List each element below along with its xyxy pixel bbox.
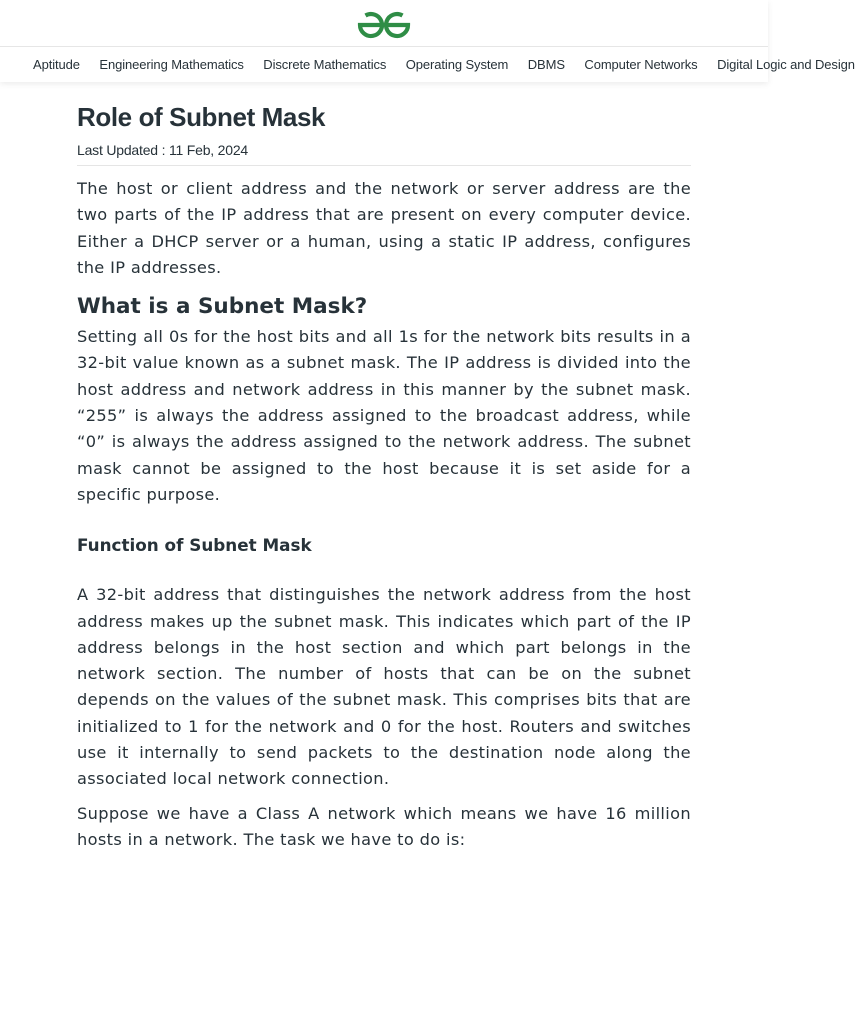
- topic-nav: [0, 47, 855, 82]
- last-updated: Last Updated : 11 Feb, 2024: [77, 142, 249, 158]
- intro-paragraph: The host or client address and the network or server address are the two parts of the IP address that are present on every computer device. Either a DHCP server or a human, using a static IP address, configures the IP addresses.: [77, 179, 691, 277]
- nav-item-operating-system[interactable]: Operating System: [405, 57, 509, 72]
- section-heading-function: Function of Subnet Mask: [77, 535, 312, 556]
- logo-row: [0, 0, 768, 47]
- section-heading-what-is-subnet-mask: What is a Subnet Mask?: [77, 294, 368, 320]
- section1-paragraph: Setting all 0s for the host bits and all 1s for the network bits results in a 32-bit value known as a subnet mask. The IP address is divided into the host address and network address in this manner by the subnet mask. “255” is always the address assigned to the broadcast address, while “0” is always the address assigned to the network address. The subnet mask cannot be assigned to the host because it is set aside for a specific purpose.: [77, 327, 691, 504]
- geeksforgeeks-logo-icon[interactable]: [354, 8, 414, 38]
- section2-followup-paragraph: Suppose we have a Class A network which means we have 16 million hosts in a network. The task we have to do is:: [77, 803, 691, 849]
- nav-item-engineering-mathematics[interactable]: Engineering Mathematics: [99, 57, 244, 72]
- nav-item-digital-logic[interactable]: Digital Logic and Design: [717, 57, 855, 72]
- nav-item-dbms[interactable]: DBMS: [527, 57, 565, 72]
- nav-item-discrete-mathematics[interactable]: Discrete Mathematics: [263, 57, 387, 72]
- nav-item-aptitude[interactable]: Aptitude: [33, 57, 80, 72]
- page-title: Role of Subnet Mask: [77, 102, 326, 132]
- nav-item-computer-networks[interactable]: Computer Networks: [584, 57, 698, 72]
- site-header: [0, 0, 855, 82]
- divider: [77, 165, 691, 166]
- article: [77, 82, 691, 853]
- section2-paragraph: A 32-bit address that distinguishes the network address from the host address makes up the subnet mask. This indicates which part of the IP address belongs in the host section and which part belongs in the network section. The number of hosts that can be on the subnet depends on the values of the subnet mask. This comprises bits that are initialized to 1 for the network and 0 for the host. Routers and switches use it internally to send packets to the destination node along the associated local network connection.: [77, 585, 691, 789]
